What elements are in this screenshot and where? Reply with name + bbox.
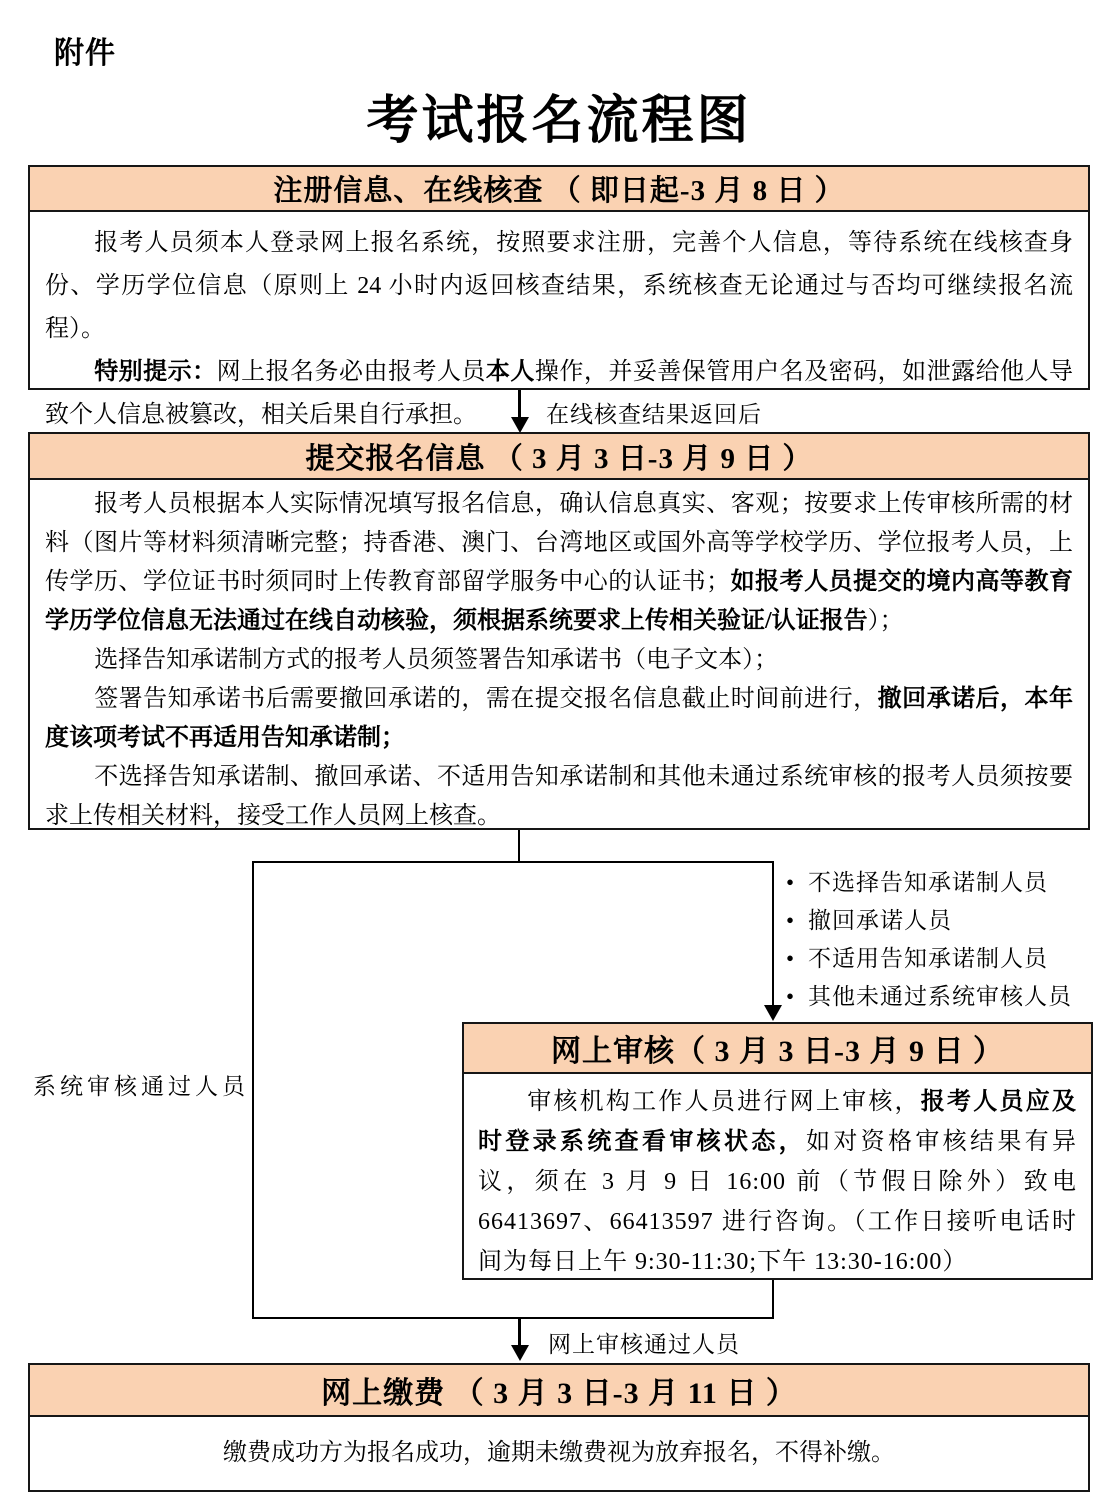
flow-line-vertical (772, 1280, 774, 1319)
text-run: 报考人员根据本人实际情况填写报名信息，确认信息真实、客观；按要求上传审核所需的材料（图片等材料须清晰完整；持香港、澳门、台湾地区或国外高等学校学历、学位报考人员，上传学历、学位证书时须同时上传教育部留学服务中心的认证书； (45, 491, 1073, 595)
step-body-online-review (464, 1074, 1091, 1282)
flow-line-right-branch (772, 861, 774, 1008)
step-box-online-payment (28, 1363, 1090, 1492)
paragraph: 缴费成功方为报名成功，逾期未缴费视为放弃报名，不得补缴。 (223, 1440, 895, 1466)
bullet-icon: • (786, 946, 796, 971)
list-item-label: 不适用告知承诺制人员 (808, 946, 1048, 971)
right-branch-bullet-list (786, 864, 1116, 1016)
text-run: 审核机构工作人员进行网上审核， (527, 1089, 921, 1115)
flow-label-review-passed: 网上审核通过人员 (548, 1332, 740, 1357)
step-body-submit-info (30, 480, 1088, 836)
text-run: ）； (867, 608, 904, 634)
text-run: 如对资格审核结果有异议，须在 3 月 9 日 16:00 前（节假日除外）致电 66413697、66413597 进行咨询。（工作日接听电话时间为每日上午 9:30-11:30;下午 13:30-16:00） (478, 1129, 1077, 1275)
attachment-label: 附件 (54, 36, 116, 71)
text-run-bold: 如报考人员提交的境内高等教育学历学位信息无法通过在线自动核验，须根据系统要求上传相关验证/认证报告 (45, 569, 1074, 634)
step-box-submit-info (28, 432, 1090, 830)
text-run: 操作，并妥善保管用户名及密码，如泄露给他人导致个人信息被篡改，相关后果自行承担。 (45, 359, 1074, 428)
bullet-icon: • (786, 984, 796, 1009)
flow-line-vertical (518, 390, 521, 419)
text-run: 签署告知承诺书后需要撤回承诺的，需在提交报名信息截止时间前进行， (94, 686, 878, 712)
text-run-bold: 撤回承诺后，本年度该项考试不再适用告知承诺制； (45, 686, 1074, 751)
flow-line-horizontal-top (252, 861, 774, 863)
list-item-label: 撤回承诺人员 (808, 908, 952, 933)
paragraph: 不选择告知承诺制、撤回承诺、不适用告知承诺制和其他未通过系统审核的报考人员须按要求上传相关材料，接受工作人员网上核查。 (45, 764, 1073, 829)
step-box-online-review (462, 1022, 1093, 1280)
paragraph: 选择告知承诺制方式的报考人员须签署告知承诺书（电子文本）； (94, 647, 779, 673)
page-title: 考试报名流程图 (366, 93, 752, 150)
step-header-register: 注册信息、在线核查 （ 即日起-3 月 8 日 ） (30, 167, 1088, 212)
bullet-icon: • (786, 870, 796, 895)
step-header-online-review: 网上审核（ 3 月 3 日-3 月 9 日 ） (464, 1024, 1091, 1074)
flow-line-vertical (518, 1317, 521, 1347)
text-run-bold: 本人 (485, 359, 535, 385)
paragraph (45, 680, 1073, 758)
list-item (786, 902, 1116, 940)
list-item (786, 978, 1116, 1016)
flow-label-after-online-check: 在线核查结果返回后 (546, 402, 762, 427)
list-item-label: 其他未通过系统审核人员 (808, 984, 1072, 1009)
flow-line-vertical (518, 830, 520, 863)
step-body-online-payment (30, 1417, 1088, 1490)
paragraph: 报考人员须本人登录网上报名系统，按照要求注册，完善个人信息，等待系统在线核查身份、学历学位信息（原则上 24 小时内返回核查结果，系统核查无论通过与否均可继续报名流程）。 (45, 230, 1073, 342)
arrow-down-icon (511, 417, 529, 433)
step-header-submit-info: 提交报名信息 （ 3 月 3 日-3 月 9 日 ） (30, 434, 1088, 480)
list-item (786, 864, 1116, 902)
paragraph (45, 485, 1073, 641)
text-run-bold: 报考人员应及时登录系统查看审核状态， (478, 1089, 1077, 1155)
flow-label-system-approved: 系统审核通过人员 (33, 1074, 249, 1099)
flow-line-left-branch (252, 861, 254, 1319)
flow-line-horizontal-bottom (252, 1317, 774, 1319)
list-item (786, 940, 1116, 978)
arrow-down-icon (764, 1005, 782, 1021)
bullet-icon: • (786, 908, 796, 933)
text-run-bold: 特别提示： (94, 359, 217, 385)
text-run: 网上报名务必由报考人员 (216, 359, 486, 385)
list-item-label: 不选择告知承诺制人员 (808, 870, 1048, 895)
step-header-online-payment: 网上缴费 （ 3 月 3 日-3 月 11 日 ） (30, 1365, 1088, 1417)
paragraph (478, 1082, 1077, 1282)
arrow-down-icon (511, 1345, 529, 1361)
